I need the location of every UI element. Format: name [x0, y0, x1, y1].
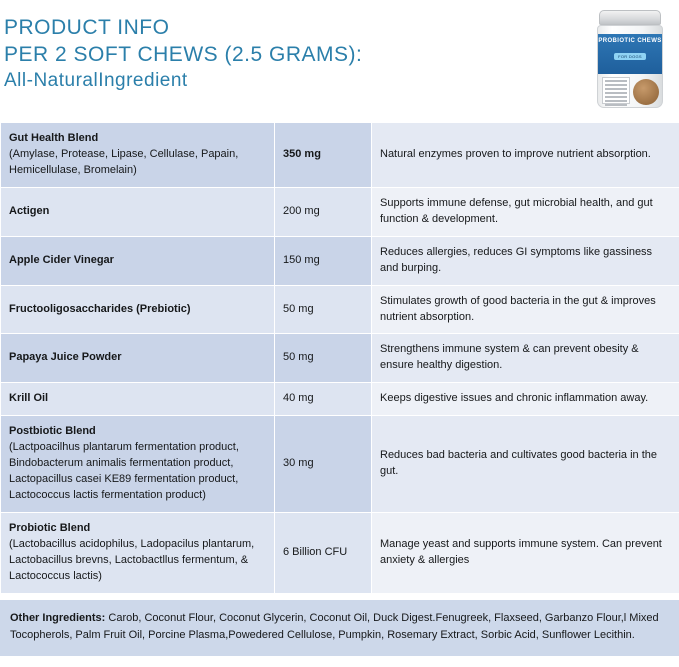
jar-lid [599, 10, 661, 25]
ingredient-name: Apple Cider Vinegar [9, 253, 114, 266]
jar-body [597, 25, 663, 108]
table-row [1, 123, 679, 188]
dog-photo-icon [633, 79, 659, 105]
ingredient-sub: (Lactobacillus acidophilus, Ladopacilus plantarum, Lactobacillus brevns, Lactobactllus fermentum, & Lactococcus lactis) [9, 537, 255, 582]
page-header [0, 0, 679, 122]
jar-subtitle-text: FOR DOGS [614, 53, 646, 60]
ingredient-sub: (Lactpoacilhus plantarum fermentation product, Bindobacterum animalis fermentation product, Lactopacillus casei KE89 fermentation product, Lactococcus lactis fermentation product) [9, 441, 239, 501]
ingredient-name-cell [1, 334, 275, 383]
ingredient-amount-cell: 30 mg [275, 416, 372, 513]
ingredient-amount-cell: 50 mg [275, 285, 372, 334]
ingredient-name-cell [1, 123, 275, 188]
jar-brand-text: PROBIOTIC CHEWS [598, 38, 662, 44]
ingredient-amount: 350 mg [283, 147, 321, 160]
ingredient-sub: (Amylase, Protease, Lipase, Cellulase, Papain, Hemicellulase, Bromelain) [9, 147, 239, 176]
ingredient-description-cell: Strengthens immune system & can prevent obesity & ensure healthy digestion. [372, 334, 679, 383]
ingredient-amount-cell: 50 mg [275, 334, 372, 383]
ingredient-description-cell: Reduces bad bacteria and cultivates good bacteria in the gut. [372, 416, 679, 513]
ingredient-name-cell [1, 416, 275, 513]
ingredient-name-cell [1, 285, 275, 334]
ingredient-description-cell: Manage yeast and supports immune system. Can prevent anxiety & allergies [372, 512, 679, 593]
ingredient-name: Fructooligosaccharides (Prebiotic) [9, 302, 191, 315]
table-row [1, 334, 679, 383]
jar-label [598, 34, 662, 74]
jar-facts-panel [602, 77, 630, 104]
ingredient-description-cell: Supports immune defense, gut microbial health, and gut function & development. [372, 187, 679, 236]
ingredient-table-body [1, 123, 679, 594]
table-row [1, 187, 679, 236]
ingredient-name: Probiotic Blend [9, 521, 91, 534]
table-row [1, 512, 679, 593]
product-jar-icon [597, 10, 663, 110]
table-row [1, 236, 679, 285]
ingredient-name: Krill Oil [9, 392, 49, 405]
ingredient-name-cell [1, 236, 275, 285]
page-subtitle-serving: PER 2 SOFT CHEWS (2.5 GRAMS): [4, 43, 363, 67]
ingredient-amount-cell: 150 mg [275, 236, 372, 285]
table-row [1, 383, 679, 416]
ingredient-description-cell: Keeps digestive issues and chronic inflammation away. [372, 383, 679, 416]
page-subtitle-ingredient: All-NaturalIngredient [4, 69, 188, 91]
ingredient-name: Gut Health Blend [9, 132, 99, 144]
ingredient-description-cell: Stimulates growth of good bacteria in the gut & improves nutrient absorption. [372, 285, 679, 334]
ingredient-description-cell: Reduces allergies, reduces GI symptoms like gassiness and burping. [372, 236, 679, 285]
ingredient-name: Papaya Juice Powder [9, 351, 122, 364]
ingredient-amount-cell: 200 mg [275, 187, 372, 236]
other-ingredients-label: Other Ingredients: [10, 611, 106, 624]
ingredient-amount-cell: 40 mg [275, 383, 372, 416]
ingredient-table [0, 122, 679, 594]
ingredient-description-cell: Natural enzymes proven to improve nutrient absorption. [372, 123, 679, 188]
table-row [1, 285, 679, 334]
other-ingredients-text: Carob, Coconut Flour, Coconut Glycerin, Coconut Oil, Duck Digest.Fenugreek, Flaxseed, Garbanzo Flour,l Mixed Tocopherols, Palm Fruit Oil, Porcine Plasma,Powedered Cellulose, Pumpkin, Rosemary Extract, Sorbic Acid, Sunflower Lecithin. [10, 611, 659, 641]
ingredient-name: Postbiotic Blend [9, 425, 96, 438]
ingredient-amount-cell: 6 Billion CFU [275, 512, 372, 593]
ingredient-name-cell [1, 383, 275, 416]
product-image [589, 4, 673, 116]
ingredient-name-cell [1, 187, 275, 236]
ingredient-name: Actigen [9, 204, 50, 217]
other-ingredients-section [0, 600, 679, 656]
ingredient-amount-cell [275, 123, 372, 188]
table-row [1, 416, 679, 513]
ingredient-name-cell [1, 512, 275, 593]
page-title: PRODUCT INFO [4, 16, 170, 39]
